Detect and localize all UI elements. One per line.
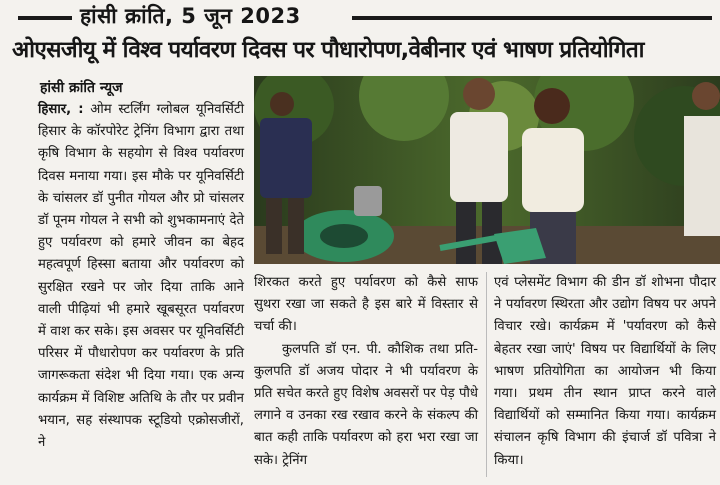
column-3-text: एवं प्लेसमेंट विभाग की डीन डॉ शोभना पौदार ने पर्यावरण स्थिरता और उद्योग विषय पर अपने विचार रखे। कार्यक्रम में 'पर्यावरण को कैसे बेहतर रखा जाएं' विषय पर विद्यार्थियों के लिए भाषण प्रतियोगिता का आयोजन भी किया गया। प्रथम तीन स्थान प्राप्त करने वाले विद्यार्थियों को सम्मानित किया गया। कार्यक्रम संचालन कृषि विभाग की इंचार्ज डॉ पवित्रा ने किया। bbox=[494, 275, 716, 468]
tree-planting-photo bbox=[254, 76, 720, 264]
byline: हांसी क्रांति न्यूज bbox=[40, 80, 123, 96]
masthead-rule-left bbox=[18, 16, 72, 20]
column-divider bbox=[486, 272, 487, 477]
headline: ओएसजीयू में विश्व पर्यावरण दिवस पर पौधारोपण,वेबीनार एवं भाषण प्रतियोगिता bbox=[12, 37, 644, 63]
article-column-3 bbox=[494, 272, 716, 472]
masthead-rule-right bbox=[352, 16, 712, 20]
column-2-paragraph-1: शिरकत करते हुए पर्यावरण को कैसे साफ सुथरा रखा जा सकते है इस बारे में विस्तार से चर्चा की। bbox=[254, 275, 478, 335]
masthead bbox=[0, 2, 720, 32]
article-column-2 bbox=[254, 272, 478, 472]
news-photo bbox=[254, 76, 720, 264]
column-2-paragraph-2: कुलपति डॉ एन. पी. कौशिक तथा प्रति-कुलपति डॉ अजय पोदार ने भी पर्यावरण के प्रति सचेत करते हुए विशेष अवसरों पर पेड़ पौधे लगाने व उनका रख रखाव करने के संकल्प की बात कही ताकि पर्यावरण को हरा भरा रखा जा सके। ट्रेनिंग bbox=[254, 341, 478, 468]
column-1-text: ओम स्टर्लिंग ग्लोबल यूनिवर्सिटी हिसार के कॉरपोरेट ट्रेनिंग विभाग द्वारा तथा कृषि विभाग के सहयोग से विश्व पर्यावरण दिवस मनाया गया। इस मौके पर यूनिवर्सिटी के चांसलर डॉ पुनीत गोयल और प्रो चांसलर डॉ पूनम गोयल ने सभी को शुभकामनाएं देते हुए पर्यावरण को हमारे जीवन का बेहद महत्वपूर्ण हिस्सा बताया और पर्यावरण को सुरक्षित रखने पर जोर दिया ताकि आने वाली पीढ़ियां भी हमारे खूबसूरत पर्यावरण में वाश कर सके। इस अवसर पर यूनिवर्सिटी परिसर में पौधारोपण कर पर्यावरण के प्रति जागरूकता संदेश भी दिया गया। एक अन्य कार्यक्रम में विशिष्ट अतिथि के तौर पर प्रवीन भयान, सह संस्थापक स्टूडियो एक्रोसजीरों, ने bbox=[38, 102, 244, 451]
dateline: हिसार, : bbox=[38, 102, 84, 117]
article-column-1 bbox=[38, 99, 244, 454]
masthead-date: हांसी क्रांति, 5 जून 2023 bbox=[80, 4, 301, 28]
